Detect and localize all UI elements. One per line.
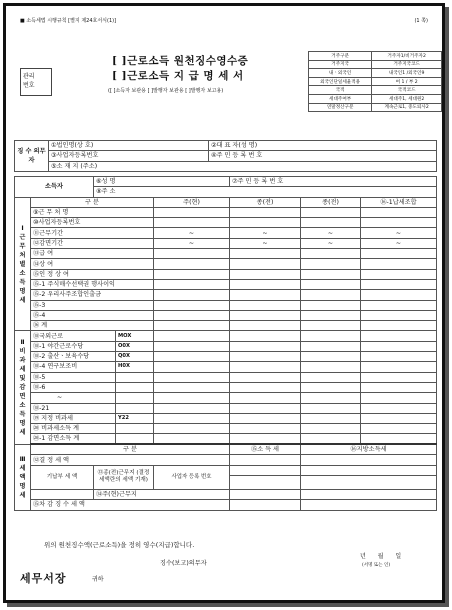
income-value-cell[interactable]	[230, 259, 301, 269]
resident-value[interactable]: 세대주1, 세대원2	[372, 94, 442, 103]
nontax-value-cell[interactable]	[361, 393, 437, 403]
nontax-value-cell[interactable]	[154, 352, 230, 362]
income-value-cell[interactable]	[361, 321, 437, 331]
nontax-value-cell[interactable]	[301, 403, 361, 413]
income-value-cell[interactable]	[301, 300, 361, 310]
tax-value-cell[interactable]	[230, 476, 301, 490]
income-value-cell[interactable]: ~	[301, 228, 361, 238]
nontax-value-cell[interactable]	[361, 352, 437, 362]
nontax-row-label: ⑱국외근로	[31, 331, 116, 341]
nontax-value-cell[interactable]	[361, 382, 437, 392]
income-value-cell[interactable]	[361, 207, 437, 217]
nontax-value-cell[interactable]	[301, 413, 361, 423]
resident-label: 내ㆍ외국인	[309, 69, 372, 78]
management-label-2: 번호	[23, 82, 35, 89]
title-line-2: [ ]근로소득 지 급 명 세 서	[112, 70, 244, 82]
tax-header-category: 구 분	[31, 444, 230, 455]
tax-value-cell[interactable]	[301, 490, 437, 500]
nontax-value-cell[interactable]	[301, 352, 361, 362]
income-value-cell[interactable]	[361, 259, 437, 269]
nontax-code: H0X	[116, 362, 154, 372]
signature-note: (서명 또는 인)	[362, 563, 391, 568]
income-row-label: ⑮-3	[31, 300, 154, 310]
nontax-row	[15, 393, 437, 403]
nontax-row-label: ⑳ 비과세소득 계	[31, 424, 116, 434]
nontax-value-cell[interactable]	[361, 413, 437, 423]
section-char: 세	[19, 366, 26, 374]
section-char: 및	[19, 375, 26, 383]
tax-value-cell[interactable]	[301, 500, 437, 510]
resident-row	[309, 52, 442, 61]
nontax-code	[116, 372, 154, 382]
income-value-cell[interactable]	[301, 269, 361, 279]
nontax-value-cell[interactable]	[230, 413, 301, 423]
section-char: 액	[19, 473, 26, 481]
income-row	[15, 310, 437, 320]
income-value-cell[interactable]	[301, 290, 361, 300]
earner-section-label: 소득자	[15, 177, 94, 198]
section-char: 소	[19, 269, 26, 277]
nontax-row	[15, 413, 437, 423]
income-value-cell[interactable]: ~	[154, 238, 230, 248]
income-value-cell[interactable]	[154, 290, 230, 300]
nontax-row-label: ⑲ 지정 비과세	[31, 413, 116, 423]
income-row	[15, 300, 437, 310]
nontax-code	[116, 382, 154, 392]
income-value-cell[interactable]	[301, 207, 361, 217]
income-value-cell[interactable]	[154, 310, 230, 320]
income-row-label: ⑮인 정 상 여	[31, 269, 154, 279]
tax-value-cell[interactable]	[230, 465, 301, 475]
earner-row	[15, 177, 437, 187]
nontax-row	[15, 434, 437, 445]
date-field[interactable]: 년 월 일	[360, 553, 402, 560]
income-value-cell[interactable]	[301, 321, 361, 331]
tax-header-local-tax: ⑯지방소득세	[301, 444, 437, 455]
income-section-label	[15, 197, 31, 331]
resident-label: 거주지국	[309, 60, 372, 69]
income-value-cell[interactable]	[230, 249, 301, 259]
nontax-row	[15, 372, 437, 382]
income-value-cell[interactable]: ~	[230, 228, 301, 238]
income-row	[15, 269, 437, 279]
current-workplace-label: ⑭주(현)근무지	[94, 490, 230, 500]
resident-label: 거주구분	[309, 52, 372, 61]
income-value-cell[interactable]	[230, 207, 301, 217]
resident-row	[309, 94, 442, 103]
nontax-code: Y22	[116, 413, 154, 423]
income-value-cell[interactable]	[154, 279, 230, 289]
income-value-cell[interactable]	[301, 279, 361, 289]
payer-earner-table	[14, 140, 437, 172]
form-subtitle: ([ ]소득자 보관용 [ ]발행자 보관용 [ ]발행자 보고용)	[108, 88, 224, 94]
income-value-cell[interactable]	[230, 218, 301, 228]
section-char: 면	[19, 393, 26, 401]
income-value-cell[interactable]	[361, 249, 437, 259]
income-row-label: ⑯ 계	[31, 321, 154, 331]
income-header-col: 종(전)	[230, 197, 301, 207]
tax-row-current	[15, 490, 437, 500]
nontax-code: MOX	[116, 331, 154, 341]
nontax-section-label	[15, 331, 31, 444]
nontax-code	[116, 434, 154, 445]
nontax-row-label: ⑳-1 감면소득 계	[31, 434, 116, 445]
section-char: 세	[19, 464, 26, 472]
income-row	[15, 321, 437, 331]
representative-field[interactable]: ②대 표 자(성 명)	[209, 141, 437, 151]
nontax-value-cell[interactable]	[301, 341, 361, 351]
nontax-value-cell[interactable]	[361, 434, 437, 445]
income-row	[15, 207, 437, 217]
nontax-row	[15, 424, 437, 434]
income-value-cell[interactable]	[154, 249, 230, 259]
income-value-cell[interactable]	[361, 310, 437, 320]
nontax-value-cell[interactable]	[154, 341, 230, 351]
income-row	[15, 228, 437, 238]
resident-value[interactable]: 거주지국코드	[372, 60, 442, 69]
section-char: 세	[19, 491, 26, 499]
nontax-row	[15, 403, 437, 413]
income-value-cell[interactable]	[301, 249, 361, 259]
nontax-value-cell[interactable]	[361, 362, 437, 372]
nontax-value-cell[interactable]	[154, 362, 230, 372]
management-label-1: 관리	[23, 73, 35, 80]
nontax-value-cell[interactable]	[154, 382, 230, 392]
nontax-value-cell[interactable]	[361, 403, 437, 413]
tax-value-cell[interactable]	[301, 455, 437, 465]
income-value-cell[interactable]: ~	[361, 228, 437, 238]
nontax-row-label: ⑱-5	[31, 372, 116, 382]
biz-reg-field[interactable]: ③사업자등록번호	[49, 151, 209, 161]
tax-header-income-tax: ⑮소 득 세	[230, 444, 301, 455]
nontax-value-cell[interactable]	[230, 362, 301, 372]
nontax-code	[116, 424, 154, 434]
nontax-value-cell[interactable]	[154, 424, 230, 434]
tax-section-label	[15, 444, 31, 510]
main-detail-table	[14, 176, 437, 511]
nontax-value-cell[interactable]	[154, 372, 230, 382]
tax-office-name: 세무서장	[20, 572, 67, 585]
tax-row-prepaid	[15, 465, 437, 475]
tax-value-cell[interactable]	[301, 476, 437, 490]
nontax-value-cell[interactable]	[154, 413, 230, 423]
tax-row-deducted	[15, 500, 437, 510]
nontax-code	[116, 393, 154, 403]
resident-row	[309, 60, 442, 69]
nontax-value-cell[interactable]	[301, 393, 361, 403]
tax-value-cell[interactable]	[230, 490, 301, 500]
payer-section-label: 징 수 의무자	[15, 141, 49, 172]
earner-resident-no-field[interactable]: ⑦주 민 등 록 번 호	[230, 177, 437, 187]
section-char: 별	[19, 260, 26, 268]
section-char: 무	[19, 242, 26, 250]
section-char: 근	[19, 233, 26, 241]
nontax-row-label: ⑱-6	[31, 382, 116, 392]
income-row	[15, 290, 437, 300]
income-value-cell[interactable]	[230, 269, 301, 279]
income-value-cell[interactable]	[230, 290, 301, 300]
earner-name-field[interactable]: ⑥성 명	[94, 177, 230, 187]
biz-no-label: 사업자 등록 번호	[154, 465, 230, 489]
resident-row	[309, 69, 442, 78]
section-char: Ⅰ	[21, 224, 24, 232]
income-header-col: 종(전)	[301, 197, 361, 207]
signer-label: 징수(보고)의무자	[160, 560, 207, 567]
resident-value[interactable]: 국적코드	[372, 86, 442, 95]
income-value-cell[interactable]	[154, 207, 230, 217]
tax-value-cell[interactable]	[230, 455, 301, 465]
income-row	[15, 279, 437, 289]
nontax-value-cell[interactable]	[230, 331, 301, 341]
nontax-row	[15, 331, 437, 341]
nontax-value-cell[interactable]	[361, 424, 437, 434]
income-value-cell[interactable]	[301, 310, 361, 320]
income-header-row	[15, 197, 437, 207]
section-char: 명	[19, 287, 26, 295]
income-row-label: ⑭상 여	[31, 259, 154, 269]
nontax-value-cell[interactable]	[230, 372, 301, 382]
income-row-label: ⑪근무기간	[31, 228, 154, 238]
income-value-cell[interactable]	[361, 300, 437, 310]
resident-row	[309, 86, 442, 95]
nontax-value-cell[interactable]	[154, 331, 230, 341]
tax-value-cell[interactable]	[230, 500, 301, 510]
section-char: 비	[19, 348, 26, 356]
addressee-suffix: 귀하	[92, 576, 104, 583]
income-row-label: ⑮-2 우리사주조합인출금	[31, 290, 154, 300]
income-row-label: ⑨근 무 처 명	[31, 207, 154, 217]
income-value-cell[interactable]: ~	[301, 238, 361, 248]
resident-label: 세대주여부	[309, 94, 372, 103]
nontax-value-cell[interactable]	[230, 352, 301, 362]
income-header-col: 주(현)	[154, 197, 230, 207]
nontax-row-label: ⑱-4 연구보조비	[31, 362, 116, 372]
resident-info-table	[308, 51, 442, 112]
income-row	[15, 218, 437, 228]
prepaid-spacer	[31, 490, 94, 500]
section-char: 처	[19, 251, 26, 259]
prepaid-tax-label: 기납부 세 액	[31, 465, 94, 489]
nontax-value-cell[interactable]	[301, 382, 361, 392]
income-value-cell[interactable]	[361, 279, 437, 289]
income-value-cell[interactable]	[361, 290, 437, 300]
section-char: 과	[19, 357, 26, 365]
resident-label: 국적	[309, 86, 372, 95]
nontax-value-cell[interactable]	[230, 424, 301, 434]
section-char: 명	[19, 482, 26, 490]
determined-tax-label: ⑫결 정 세 액	[31, 455, 230, 465]
income-value-cell[interactable]	[154, 321, 230, 331]
nontax-row	[15, 362, 437, 372]
nontax-value-cell[interactable]	[230, 434, 301, 445]
income-value-cell[interactable]	[154, 300, 230, 310]
income-value-cell[interactable]: ~	[361, 238, 437, 248]
income-value-cell[interactable]	[230, 300, 301, 310]
nontax-value-cell[interactable]	[301, 372, 361, 382]
income-row	[15, 238, 437, 248]
income-value-cell[interactable]	[154, 269, 230, 279]
resident-value[interactable]: 거주자1/비거주자2	[372, 52, 442, 61]
page-number: (1 쪽)	[414, 18, 428, 24]
deducted-tax-label: ⑮차 감 징 수 세 액	[31, 500, 230, 510]
income-value-cell[interactable]: ~	[230, 238, 301, 248]
nontax-row-label: ⑱-2 출산ㆍ보육수당	[31, 352, 116, 362]
section-char: 득	[19, 278, 26, 286]
section-char: Ⅲ	[19, 455, 26, 463]
resident-row	[309, 103, 442, 112]
nontax-row-label: ⑱-1 야간근로수당	[31, 341, 116, 351]
nontax-value-cell[interactable]	[361, 331, 437, 341]
declaration-text: 위의 원천징수액(근로소득)을 정히 영수(지급)합니다.	[44, 541, 195, 549]
nontax-value-cell[interactable]	[154, 393, 230, 403]
income-value-cell[interactable]	[154, 218, 230, 228]
nontax-row	[15, 341, 437, 351]
nontax-row-label: ~	[31, 393, 116, 403]
income-value-cell[interactable]	[361, 269, 437, 279]
tax-row-determined	[15, 455, 437, 465]
income-row-label: ⑮-1 주식매수선택권 행사이익	[31, 279, 154, 289]
nontax-code: Q0X	[116, 352, 154, 362]
nontax-code	[116, 403, 154, 413]
nontax-value-cell[interactable]	[230, 393, 301, 403]
resident-row	[309, 77, 442, 86]
earner-address-field[interactable]: ⑧주 소	[94, 187, 437, 197]
nontax-value-cell[interactable]	[301, 362, 361, 372]
nontax-code: O0X	[116, 341, 154, 351]
income-value-cell[interactable]	[301, 218, 361, 228]
nontax-value-cell[interactable]	[154, 403, 230, 413]
section-char: 득	[19, 411, 26, 419]
company-name-field[interactable]: ①법인명(상 호)	[49, 141, 209, 151]
nontax-value-cell[interactable]	[361, 372, 437, 382]
resident-label: 연말정산구분	[309, 103, 372, 112]
nontax-value-cell[interactable]	[301, 424, 361, 434]
regulation-reference: ■ 소득세법 시행규칙 [별지 제24호서식(1)]	[20, 18, 117, 24]
income-row	[15, 259, 437, 269]
title-line-1: [ ]근로소득 원천징수영수증	[112, 55, 249, 67]
nontax-row-label: ⑱-21	[31, 403, 116, 413]
income-value-cell[interactable]	[230, 310, 301, 320]
tax-value-cell[interactable]	[301, 465, 437, 475]
nontax-value-cell[interactable]	[361, 341, 437, 351]
nontax-value-cell[interactable]	[230, 341, 301, 351]
income-value-cell[interactable]	[361, 218, 437, 228]
income-row-label: ⑮-4	[31, 310, 154, 320]
prev-workplace-label: ⑬종(전)근무지 (결정세액란의 세액 기재)	[94, 465, 154, 489]
income-header-category: 구 분	[31, 197, 154, 207]
income-value-cell[interactable]	[301, 259, 361, 269]
payer-resident-no-field[interactable]: ④주 민 등 록 번 호	[209, 151, 437, 161]
resident-value[interactable]: 계속근로1, 중도퇴사2	[372, 103, 442, 112]
income-header-col: ⑯-1납세조합	[361, 197, 437, 207]
income-row-label: ⑩사업자등록번호	[31, 218, 154, 228]
resident-value[interactable]: 여 1 / 부 2	[372, 77, 442, 86]
resident-value[interactable]: 내국인1 /외국인9	[372, 69, 442, 78]
section-char: 명	[19, 420, 26, 428]
nontax-value-cell[interactable]	[230, 382, 301, 392]
section-char: 세	[19, 296, 26, 304]
income-value-cell[interactable]	[154, 259, 230, 269]
income-row	[15, 249, 437, 259]
form-title	[108, 54, 302, 94]
section-char: Ⅱ	[20, 339, 25, 347]
nontax-row	[15, 382, 437, 392]
income-row-label: ⑫감면기간	[31, 238, 154, 248]
section-char: 소	[19, 402, 26, 410]
income-row-label: ⑬급 여	[31, 249, 154, 259]
tax-header-row	[15, 444, 437, 455]
nontax-value-cell[interactable]	[154, 434, 230, 445]
section-char: 세	[19, 429, 26, 437]
income-value-cell[interactable]: ~	[154, 228, 230, 238]
nontax-value-cell[interactable]	[301, 331, 361, 341]
resident-label: 외국인단일세율적용	[309, 77, 372, 86]
management-number-box	[20, 68, 52, 96]
income-value-cell[interactable]	[230, 279, 301, 289]
section-char: 감	[19, 384, 26, 392]
income-value-cell[interactable]	[230, 321, 301, 331]
nontax-row	[15, 352, 437, 362]
payer-address-field[interactable]: ⑤소 재 지 (주소)	[49, 161, 437, 171]
nontax-value-cell[interactable]	[301, 434, 361, 445]
nontax-value-cell[interactable]	[230, 403, 301, 413]
